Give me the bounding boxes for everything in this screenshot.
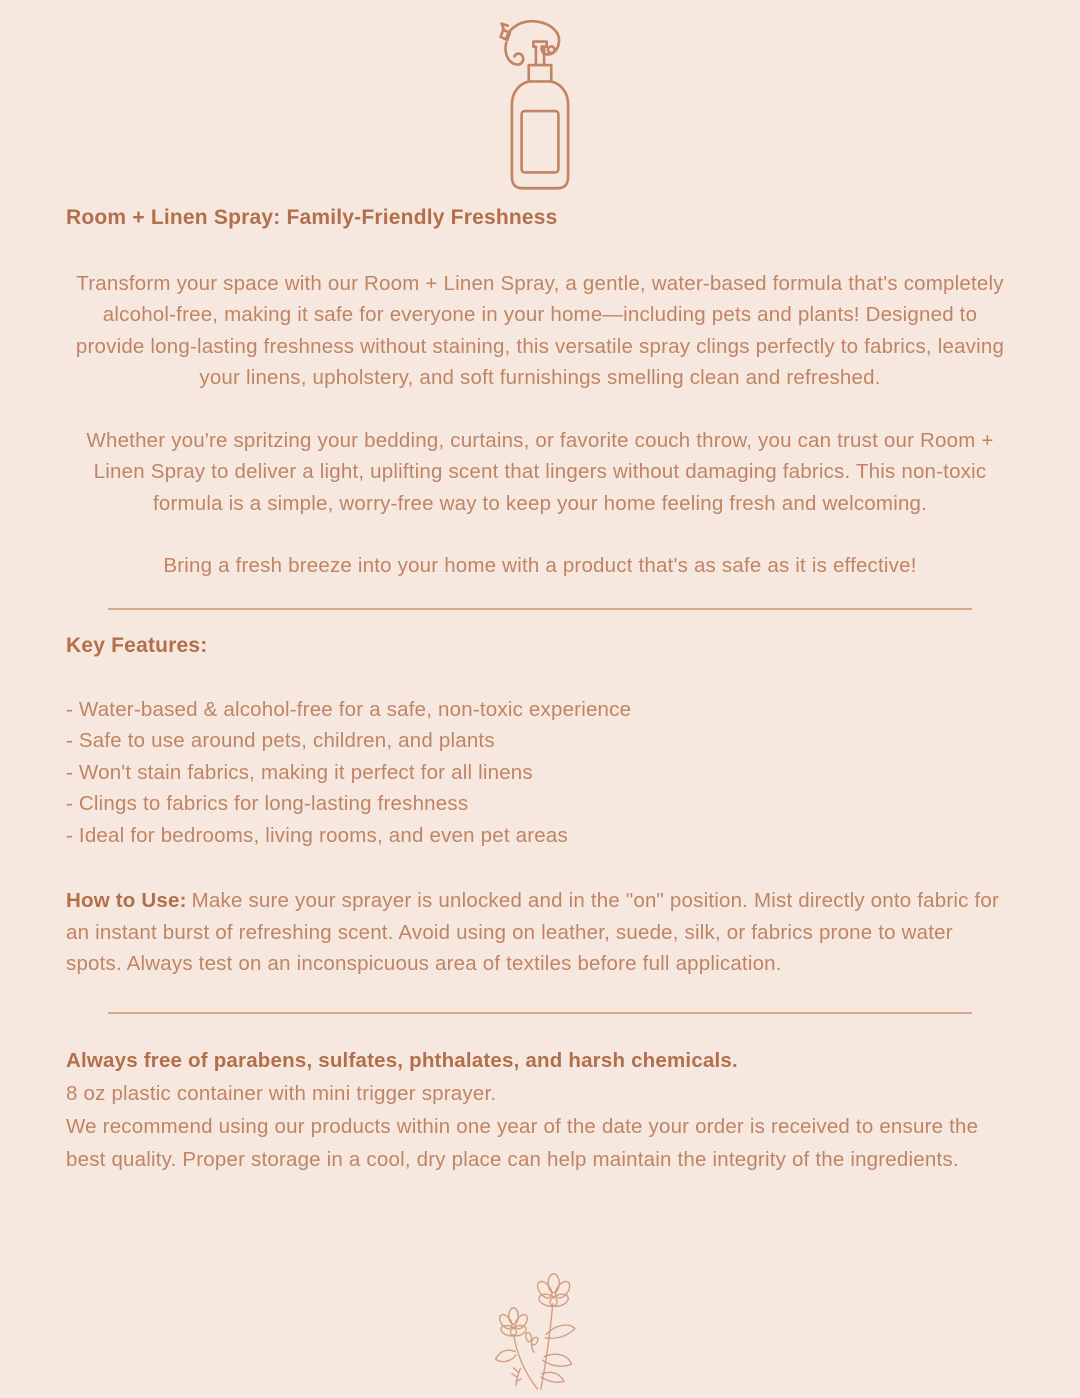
page-title: Room + Linen Spray: Family-Friendly Freshness <box>66 205 558 229</box>
how-to-use-paragraph <box>66 885 1014 980</box>
feature-item: - Safe to use around pets, children, and plants <box>66 729 495 753</box>
key-features-heading: Key Features: <box>66 633 208 657</box>
spray-bottle-icon <box>494 16 586 192</box>
section-divider <box>108 1012 972 1014</box>
tagline: Bring a fresh breeze into your home with a product that's as safe as it is effective! <box>163 554 917 578</box>
key-features-list <box>66 694 1014 852</box>
product-details-block <box>66 1044 1014 1176</box>
how-to-use-label: How to Use: <box>66 889 187 913</box>
description-body <box>0 204 1080 1176</box>
intro-paragraph-2: Whether you're spritzing your bedding, curtains, or favorite couch throw, you can trust our Room + Linen Spray to deliver a light, uplifting scent that lingers without damaging fabrics. This non-toxic formula is a simple, worry-free way to keep your home feeling fresh and welcoming. <box>86 428 994 515</box>
feature-item: - Clings to fabrics for long-lasting freshness <box>66 792 469 816</box>
how-to-use-text: Make sure your sprayer is unlocked and in the "on" position. Mist directly onto fabric for an instant burst of refreshing scent. Avoid using on leather, suede, silk, or fabrics prone to water spots. Always test on an inconspicuous area of textiles before full application. <box>66 889 1000 976</box>
storage-recommendation: We recommend using our products within one year of the date your order is received to ensure the best quality. Proper storage in a cool, dry place can help maintain the integrity of the ingredients. <box>66 1114 979 1171</box>
intro-paragraph-1: Transform your space with our Room + Linen Spray, a gentle, water-based formula that's completely alcohol-free, making it safe for everyone in your home—including pets and plants! Designed to provide long-lasting freshness without staining, this versatile spray clings perfectly to fabrics, leaving your linens, upholstery, and soft furnishings smelling clean and refreshed. <box>75 271 1005 390</box>
feature-item: - Won't stain fabrics, making it perfect for all linens <box>66 760 533 784</box>
container-info: 8 oz plastic container with mini trigger sprayer. <box>66 1081 497 1105</box>
flowers-icon <box>476 1273 604 1392</box>
feature-item: - Water-based & alcohol-free for a safe, non-toxic experience <box>66 697 632 721</box>
section-divider <box>108 608 972 610</box>
feature-item: - Ideal for bedrooms, living rooms, and even pet areas <box>66 823 568 847</box>
free-of-statement: Always free of parabens, sulfates, phthalates, and harsh chemicals. <box>66 1048 738 1072</box>
